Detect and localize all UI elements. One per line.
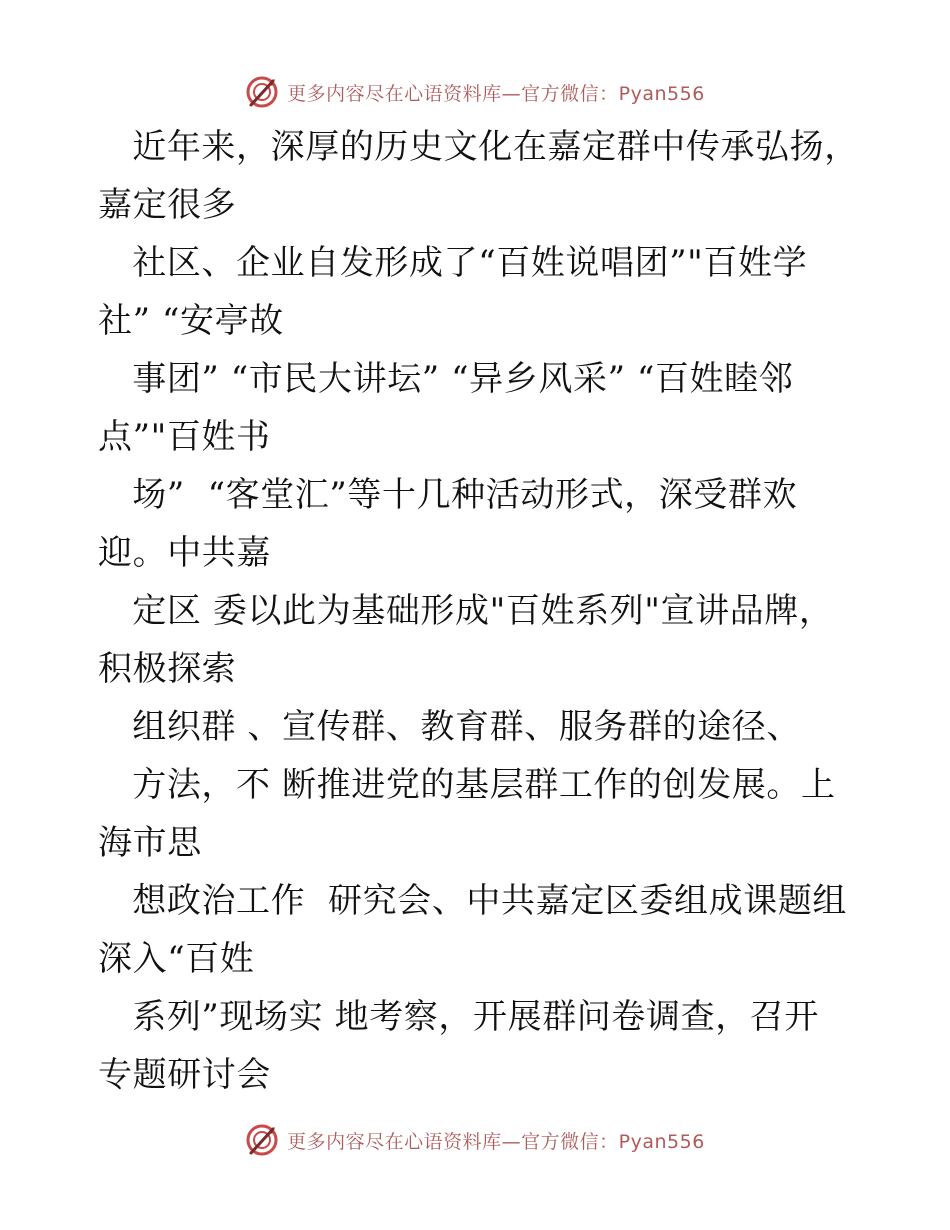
text-line: 事团” “市民大讲坛” “异乡风采” “百姓睦邻 [98, 359, 794, 399]
text-line: 嘉定很多 [98, 185, 237, 225]
text-line: 点”"百姓书 [98, 417, 271, 457]
text-line: 深入“百姓 [98, 939, 255, 979]
text-line: 积极探索 [98, 649, 237, 689]
text-line: 迎。中共嘉 [98, 533, 271, 573]
text-line: 近年来，深厚的历史文化在嘉定群中传承弘扬， [98, 127, 859, 167]
quill-seal-icon [245, 1123, 279, 1157]
text-line: 定区 委以此为基础形成"百姓系列"宣讲品牌， [98, 591, 834, 631]
text-line: 系列”现场实 地考察，开展群问卷调查，召开 [98, 997, 820, 1037]
text-line: 海市思 [98, 823, 202, 863]
text-line: 想政治工作 研究会、中共嘉定区委组成课题组 [98, 881, 848, 921]
text-line: 组织群 、宣传群、教育群、服务群的途径、 [98, 707, 802, 747]
quill-seal-icon [245, 75, 279, 109]
text-line: 方法，不 断推进党的基层群工作的创发展。上 [98, 765, 836, 805]
text-line: 场” “客堂汇”等十几种活动形式，深受群欢 [98, 475, 798, 515]
watermark-text: 更多内容尽在心语资料库—官方微信：Pyan556 [287, 1130, 705, 1153]
header-watermark [0, 70, 950, 114]
watermark-text: 更多内容尽在心语资料库—官方微信：Pyan556 [287, 82, 705, 105]
text-line: 社” “安亭故 [98, 301, 284, 341]
document-body [98, 118, 898, 1104]
text-line: 专题研讨会 [98, 1055, 271, 1095]
footer-watermark [0, 1118, 950, 1162]
text-line: 社区、企业自发形成了“百姓说唱团”"百姓学 [98, 243, 808, 283]
